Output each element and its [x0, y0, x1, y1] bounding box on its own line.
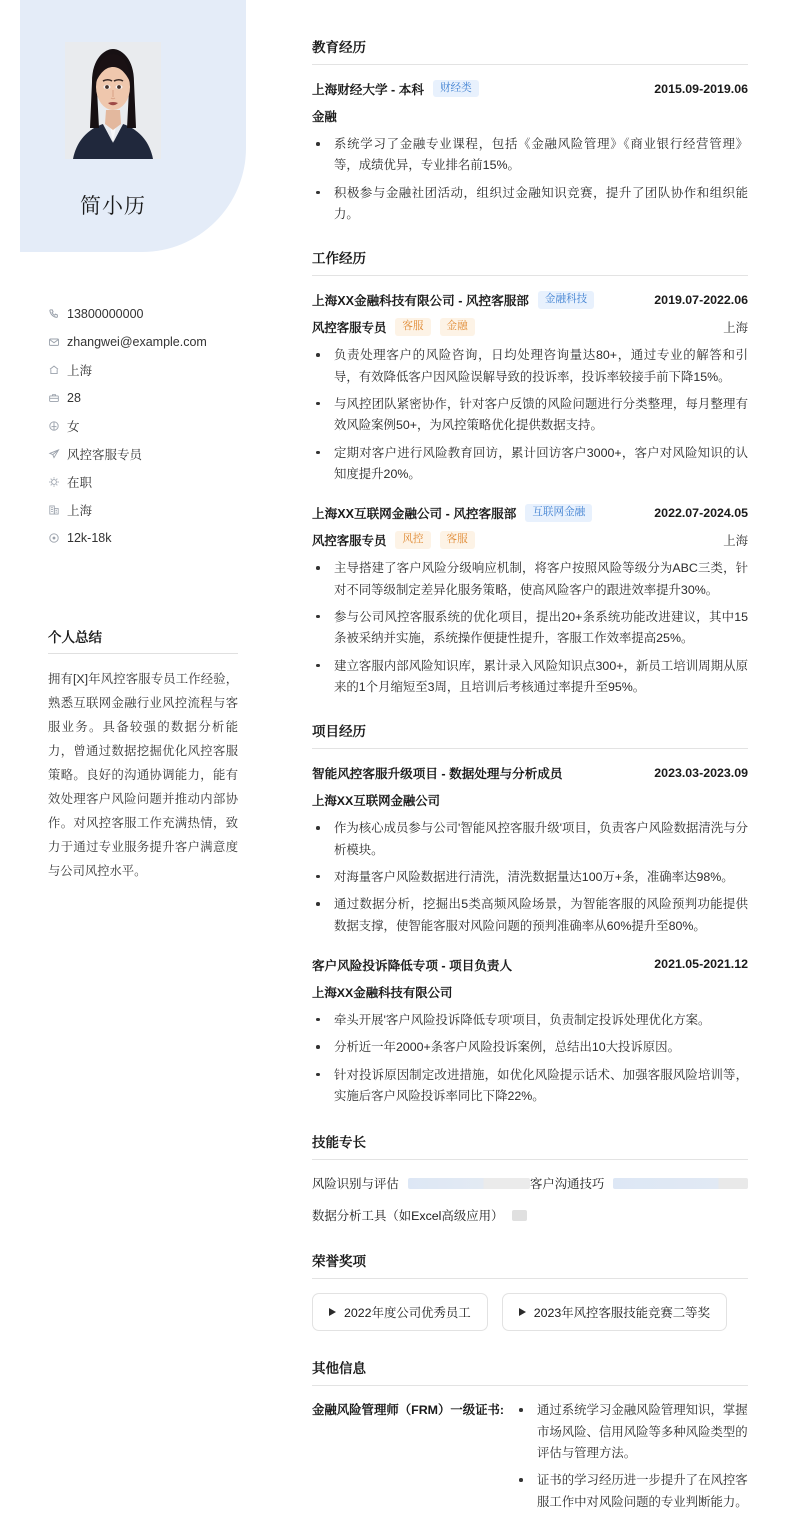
contact-row-email [48, 328, 264, 356]
certificate-details [515, 1400, 748, 1513]
portrait-photo-icon [65, 42, 161, 159]
skill-progress-bar [613, 1178, 748, 1189]
certificate-label: 金融风险管理师（FRM）一级证书: [312, 1403, 505, 1418]
work-entry [312, 290, 748, 485]
briefcase-icon [48, 392, 67, 404]
work-industry-tag: 金融科技 [538, 291, 594, 309]
list-item: 与风控团队紧密协作，针对客户反馈的风险问题进行分类整理，每月整理有效风险案例50+，为风控策略优化提供数据支持。 [312, 394, 748, 437]
personal-summary-text: 拥有[X]年风控客服专员工作经验，熟悉互联网金融行业风控流程与客服业务。具备较强的数据分析能力，曾通过数据挖掘优化风控客服策略。良好的沟通协调能力，能有效处理客户风险问题并推动内部协作。对风控客服工作充满热情，致力于通过专业服务提升客户满意度与公司风控水平。 [48, 672, 238, 878]
contact-row-gender [48, 412, 264, 440]
contact-value-position: 风控客服专员 [67, 448, 143, 462]
education-entry-header [312, 79, 748, 98]
list-item: 负责处理客户的风险咨询，日均处理咨询量达80+，通过专业的解答和引导，有效降低客户因风险误解导致的投诉率，投诉率较接手前下降15%。 [312, 345, 748, 388]
list-item: 定期对客户进行风险教育回访，累计回访客户3000+，客户对风险知识的认知度提升20%。 [312, 443, 748, 486]
contact-value-email: zhangwei@example.com [67, 335, 207, 349]
contact-value-status: 在职 [67, 476, 93, 490]
resume-main-column [312, 36, 748, 1517]
envelope-icon [48, 336, 67, 348]
contact-value-age: 28 [67, 391, 81, 405]
awards-section [312, 1250, 748, 1331]
work-industry-tag: 互联网金融 [525, 504, 592, 522]
contact-value-city: 上海 [67, 504, 93, 518]
avatar [65, 42, 161, 159]
contact-row-city [48, 496, 264, 524]
work-role-tag: 风控 [395, 531, 430, 549]
skill-item [312, 1206, 748, 1224]
work-company: 上海XX互联网金融公司 - 风控客服部 [312, 507, 517, 522]
page-title: 简小历 [80, 195, 146, 218]
phone-icon [48, 308, 67, 320]
other-info-bullets [515, 1400, 748, 1513]
list-item: 通过系统学习金融风险管理知识，掌握市场风险、信用风险等多种风险类型的评估与管理方法。 [515, 1400, 748, 1464]
list-item: 参与公司风控客服系统的优化项目，提出20+条系统功能改进建议，其中15条被采纳并实施，系统操作便捷性提升，客服工作效率提高25%。 [312, 607, 748, 650]
award-chip[interactable] [312, 1293, 488, 1331]
list-item: 主导搭建了客户风险分级响应机制，将客户按照风险等级分为ABC三类，针对不同等级制定差异化服务策略，使高风险客户的跟进效率提升30%。 [312, 558, 748, 601]
education-section [312, 36, 748, 225]
project-date: 2021.05-2021.12 [654, 957, 748, 972]
education-bullets [312, 134, 748, 225]
contact-row-status [48, 468, 264, 496]
education-date: 2015.09-2019.06 [654, 81, 748, 96]
gender-icon [48, 420, 67, 432]
awards-heading: 荣誉奖项 [312, 1250, 748, 1279]
contact-value-salary: 12k-18k [67, 531, 112, 545]
list-item: 分析近一年2000+条客户风险投诉案例，总结出10大投诉原因。 [312, 1037, 748, 1058]
project-company: 上海XX互联网金融公司 [312, 794, 441, 809]
contact-row-phone [48, 300, 264, 328]
contact-row-salary [48, 524, 264, 552]
list-item: 牵头开展'客户风险投诉降低专项'项目，负责制定投诉处理优化方案。 [312, 1010, 748, 1031]
project-bullets [312, 818, 748, 937]
list-item: 作为核心成员参与公司'智能风控客服升级'项目，负责客户风险数据清洗与分析模块。 [312, 818, 748, 861]
personal-summary-heading: 个人总结 [48, 626, 238, 654]
work-bullets [312, 558, 748, 698]
skills-section [312, 1131, 748, 1224]
award-label: 2023年风控客服技能竞赛二等奖 [533, 1306, 710, 1321]
other-info-heading: 其他信息 [312, 1357, 748, 1386]
work-date: 2019.07-2022.06 [654, 292, 748, 307]
other-info-section [312, 1357, 748, 1513]
list-item: 通过数据分析，挖掘出5类高频风险场景，为智能客服的风险预判功能提供数据支撑，使智能客服对风险问题的预判准确率从60%提升至80%。 [312, 894, 748, 937]
skill-label: 客户沟通技巧 [530, 1177, 605, 1192]
work-date: 2022.07-2024.05 [654, 505, 748, 520]
skills-heading: 技能专长 [312, 1131, 748, 1160]
work-bullets [312, 345, 748, 485]
work-role: 风控客服专员 [312, 321, 387, 336]
work-section [312, 247, 748, 698]
work-company: 上海XX金融科技有限公司 - 风控客服部 [312, 294, 529, 309]
building-icon [48, 504, 67, 516]
project-title: 客户风险投诉降低专项 - 项目负责人 [312, 958, 513, 973]
list-item: 系统学习了金融专业课程，包括《金融风险管理》《商业银行经营管理》等，成绩优异，专业排名前15%。 [312, 134, 748, 177]
projects-heading: 项目经历 [312, 720, 748, 749]
projects-section [312, 720, 748, 1107]
award-chip[interactable] [502, 1293, 727, 1331]
play-triangle-icon [329, 1308, 336, 1316]
project-title: 智能风控客服升级项目 - 数据处理与分析成员 [312, 767, 563, 782]
skill-item [312, 1174, 530, 1192]
list-item: 对海量客户风险数据进行清洗，清洗数据量达100万+条，准确率达98%。 [312, 867, 748, 888]
education-entry [312, 79, 748, 225]
project-date: 2023.03-2023.09 [654, 765, 748, 780]
awards-list [312, 1293, 748, 1331]
award-label: 2022年度公司优秀员工 [344, 1306, 471, 1321]
education-tag: 财经类 [433, 80, 479, 98]
work-role: 风控客服专员 [312, 534, 387, 549]
work-role-row [312, 531, 748, 549]
home-icon [48, 364, 67, 376]
play-triangle-icon [519, 1308, 526, 1316]
skill-label: 风险识别与评估 [312, 1177, 399, 1192]
education-heading: 教育经历 [312, 36, 748, 65]
project-entry [312, 763, 748, 937]
project-entry-header [312, 955, 748, 974]
education-school: 上海财经大学 - 本科 [312, 83, 424, 97]
work-entry-header [312, 503, 748, 522]
project-entry-header [312, 763, 748, 782]
work-role-tag: 金融 [440, 318, 475, 336]
work-role-tag: 客服 [440, 531, 475, 549]
work-location: 上海 [723, 321, 748, 336]
project-entry [312, 955, 748, 1107]
skill-progress-bar [512, 1210, 527, 1221]
work-location: 上海 [723, 534, 748, 549]
project-bullets [312, 1010, 748, 1107]
skill-item [530, 1174, 748, 1192]
paper-plane-icon [48, 448, 67, 460]
contact-value-gender: 女 [67, 420, 80, 434]
contact-value-phone: 13800000000 [67, 307, 144, 321]
status-icon [48, 476, 67, 488]
work-role-row [312, 318, 748, 336]
work-entry [312, 503, 748, 698]
contact-value-home: 上海 [67, 364, 93, 378]
work-heading: 工作经历 [312, 247, 748, 276]
contact-row-position [48, 440, 264, 468]
work-entry-header [312, 290, 748, 309]
list-item: 针对投诉原因制定改进措施，如优化风险提示话术、加强客服风险培训等，实施后客户风险投诉率同比下降22%。 [312, 1065, 748, 1108]
skill-progress-bar [408, 1178, 530, 1189]
contact-row-age [48, 384, 264, 412]
contact-list [48, 300, 264, 552]
work-role-tag: 客服 [395, 318, 430, 336]
list-item: 积极参与金融社团活动，组织过金融知识竞赛，提升了团队协作和组织能力。 [312, 183, 748, 226]
education-major: 金融 [312, 110, 337, 124]
contact-row-home [48, 356, 264, 384]
skill-label: 数据分析工具（如Excel高级应用） [312, 1209, 504, 1224]
skills-grid [312, 1174, 748, 1224]
coin-icon [48, 532, 67, 544]
project-company: 上海XX金融科技有限公司 [312, 985, 453, 1000]
personal-summary-section [48, 626, 238, 884]
list-item: 证书的学习经历进一步提升了在风控客服工作中对风险问题的专业判断能力。 [515, 1470, 748, 1513]
list-item: 建立客服内部风险知识库，累计录入风险知识点300+，新员工培训周期从原来的1个月缩短至3周，且培训后考核通过率提升至95%。 [312, 656, 748, 699]
other-info-row [312, 1400, 748, 1513]
